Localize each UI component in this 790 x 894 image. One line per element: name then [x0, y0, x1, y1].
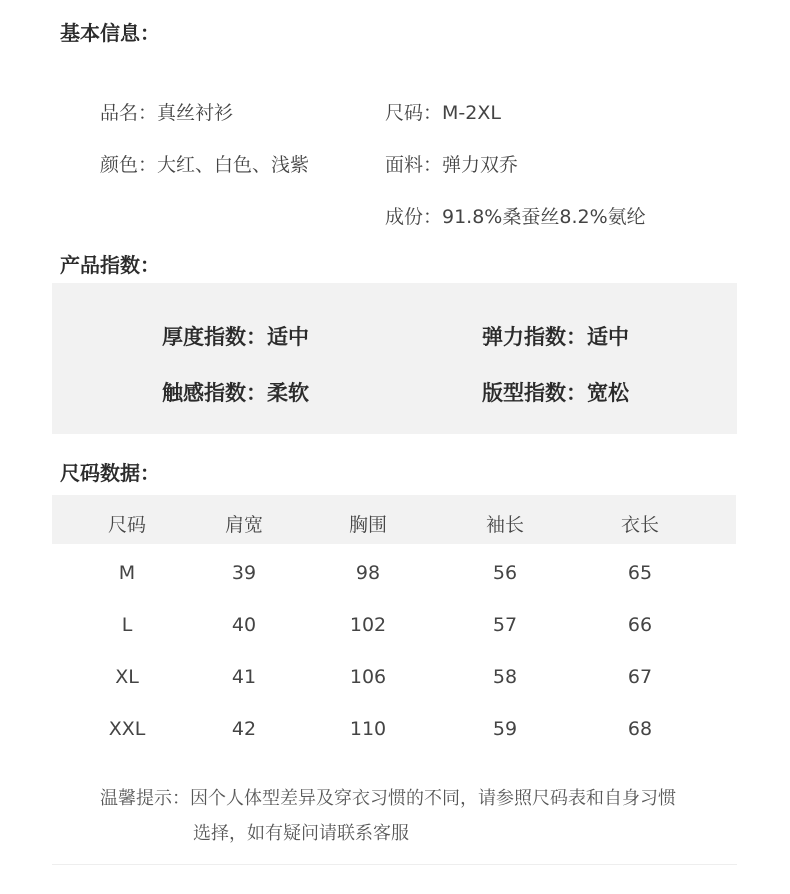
header-sleeve: 袖长 [485, 514, 525, 536]
product-index-title: 产品指数： [60, 253, 160, 277]
product-composition: 成份：91.8%桑蚕丝8.2%氨纶 [385, 206, 646, 228]
tip-line-1: 温馨提示：因个人体型差异及穿衣习惯的不同，请参照尺码表和自身习惯 [100, 788, 676, 809]
header-shoulder: 肩宽 [224, 514, 264, 536]
product-name: 品名：真丝衬衫 [100, 102, 234, 124]
table-cell: 41 [231, 666, 257, 688]
table-cell: 68 [627, 718, 653, 740]
size-range: 尺码：M-2XL [385, 102, 501, 124]
thickness-index: 厚度指数：适中 [162, 325, 309, 349]
table-cell: 98 [355, 562, 381, 584]
table-cell: 66 [627, 614, 653, 636]
touch-index: 触感指数：柔软 [162, 381, 309, 405]
table-cell: 58 [492, 666, 518, 688]
fit-index: 版型指数：宽松 [482, 381, 629, 405]
product-fabric: 面料：弹力双乔 [385, 154, 519, 176]
product-index-panel [52, 283, 737, 434]
table-cell: 65 [627, 562, 653, 584]
table-cell: 106 [349, 666, 387, 688]
elasticity-index: 弹力指数：适中 [482, 325, 629, 349]
header-chest: 胸围 [348, 514, 388, 536]
table-cell: 102 [349, 614, 387, 636]
table-cell: XXL [108, 718, 146, 740]
table-cell: 42 [231, 718, 257, 740]
table-cell: 59 [492, 718, 518, 740]
table-cell: 56 [492, 562, 518, 584]
table-cell: M [118, 562, 136, 584]
table-cell: 110 [349, 718, 387, 740]
basic-info-title: 基本信息： [60, 21, 160, 45]
table-cell: 57 [492, 614, 518, 636]
header-length: 衣长 [620, 514, 660, 536]
tip-line-2: 选择，如有疑问请联系客服 [193, 823, 409, 844]
product-colors: 颜色：大红、白色、浅紫 [100, 154, 310, 176]
table-cell: XL [115, 666, 139, 688]
bottom-divider [52, 864, 737, 865]
size-data-title: 尺码数据： [60, 461, 160, 485]
header-size: 尺码 [107, 514, 147, 536]
table-cell: L [121, 614, 133, 636]
table-cell: 39 [231, 562, 257, 584]
table-cell: 40 [231, 614, 257, 636]
table-cell: 67 [627, 666, 653, 688]
